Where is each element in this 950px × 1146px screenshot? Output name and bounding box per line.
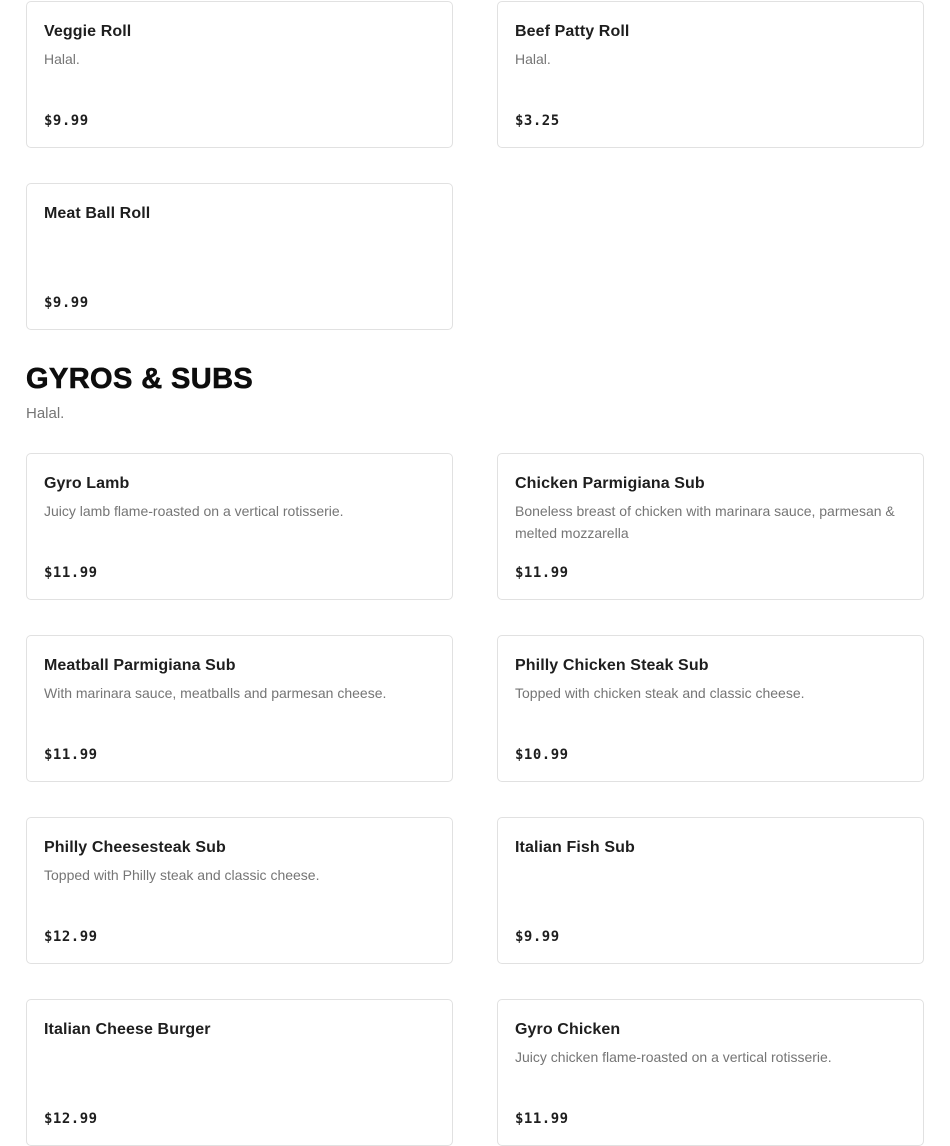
menu-item-price: $11.99 [44, 565, 98, 581]
menu-item-price: $3.25 [515, 113, 560, 129]
menu-item-description: Halal. [44, 51, 80, 67]
menu-item-card[interactable] [26, 453, 453, 600]
menu-item-description: Boneless breast of chicken with marinara sauce, parmesan & melted mozzarella [515, 503, 895, 541]
menu-item-description: Topped with Philly steak and classic cheese. [44, 867, 320, 883]
menu-item-description: Halal. [515, 51, 551, 67]
menu-item-price: $9.99 [44, 113, 89, 129]
menu-item-description: Juicy chicken flame-roasted on a vertical rotisserie. [515, 1049, 832, 1065]
menu-item-card[interactable] [497, 453, 924, 600]
menu-item-name: Gyro Lamb [44, 475, 130, 492]
section-items-grid [26, 1, 924, 330]
menu-item-description: Juicy lamb flame-roasted on a vertical rotisserie. [44, 503, 344, 519]
menu-item-price: $11.99 [44, 747, 98, 763]
menu-item-price: $11.99 [515, 1111, 569, 1127]
menu-item-price: $12.99 [44, 929, 98, 945]
menu-item-name: Italian Cheese Burger [44, 1021, 211, 1038]
menu-item-name: Gyro Chicken [515, 1021, 621, 1038]
menu-item-name: Veggie Roll [44, 23, 132, 40]
menu-item-card[interactable] [497, 635, 924, 782]
section-heading: GYROS & SUBS [26, 363, 254, 395]
menu-item-card[interactable] [497, 817, 924, 964]
menu-item-card[interactable] [26, 1, 453, 148]
menu-item-description: Topped with chicken steak and classic cheese. [515, 685, 805, 701]
menu-item-price: $12.99 [44, 1111, 98, 1127]
menu-item-card[interactable] [26, 999, 453, 1146]
menu-sections [26, 1, 924, 1146]
section-items-grid [26, 453, 924, 1146]
menu-item-name: Philly Chicken Steak Sub [515, 657, 709, 674]
menu-item-name: Meatball Parmigiana Sub [44, 657, 236, 674]
menu-item-card[interactable] [26, 817, 453, 964]
menu-item-name: Beef Patty Roll [515, 23, 630, 40]
menu-item-price: $9.99 [44, 295, 89, 311]
menu-item-card[interactable] [497, 1, 924, 148]
menu-item-card[interactable] [26, 183, 453, 330]
menu-item-name: Italian Fish Sub [515, 839, 635, 856]
section-subtitle: Halal. [26, 405, 65, 422]
menu-item-card[interactable] [497, 999, 924, 1146]
menu-item-name: Philly Cheesesteak Sub [44, 839, 226, 856]
menu-item-price: $10.99 [515, 747, 569, 763]
menu-item-card[interactable] [26, 635, 453, 782]
menu-item-price: $9.99 [515, 929, 560, 945]
menu-item-description: With marinara sauce, meatballs and parmesan cheese. [44, 685, 387, 701]
menu-item-price: $11.99 [515, 565, 569, 581]
menu-item-name: Meat Ball Roll [44, 205, 151, 222]
menu-item-name: Chicken Parmigiana Sub [515, 475, 705, 492]
